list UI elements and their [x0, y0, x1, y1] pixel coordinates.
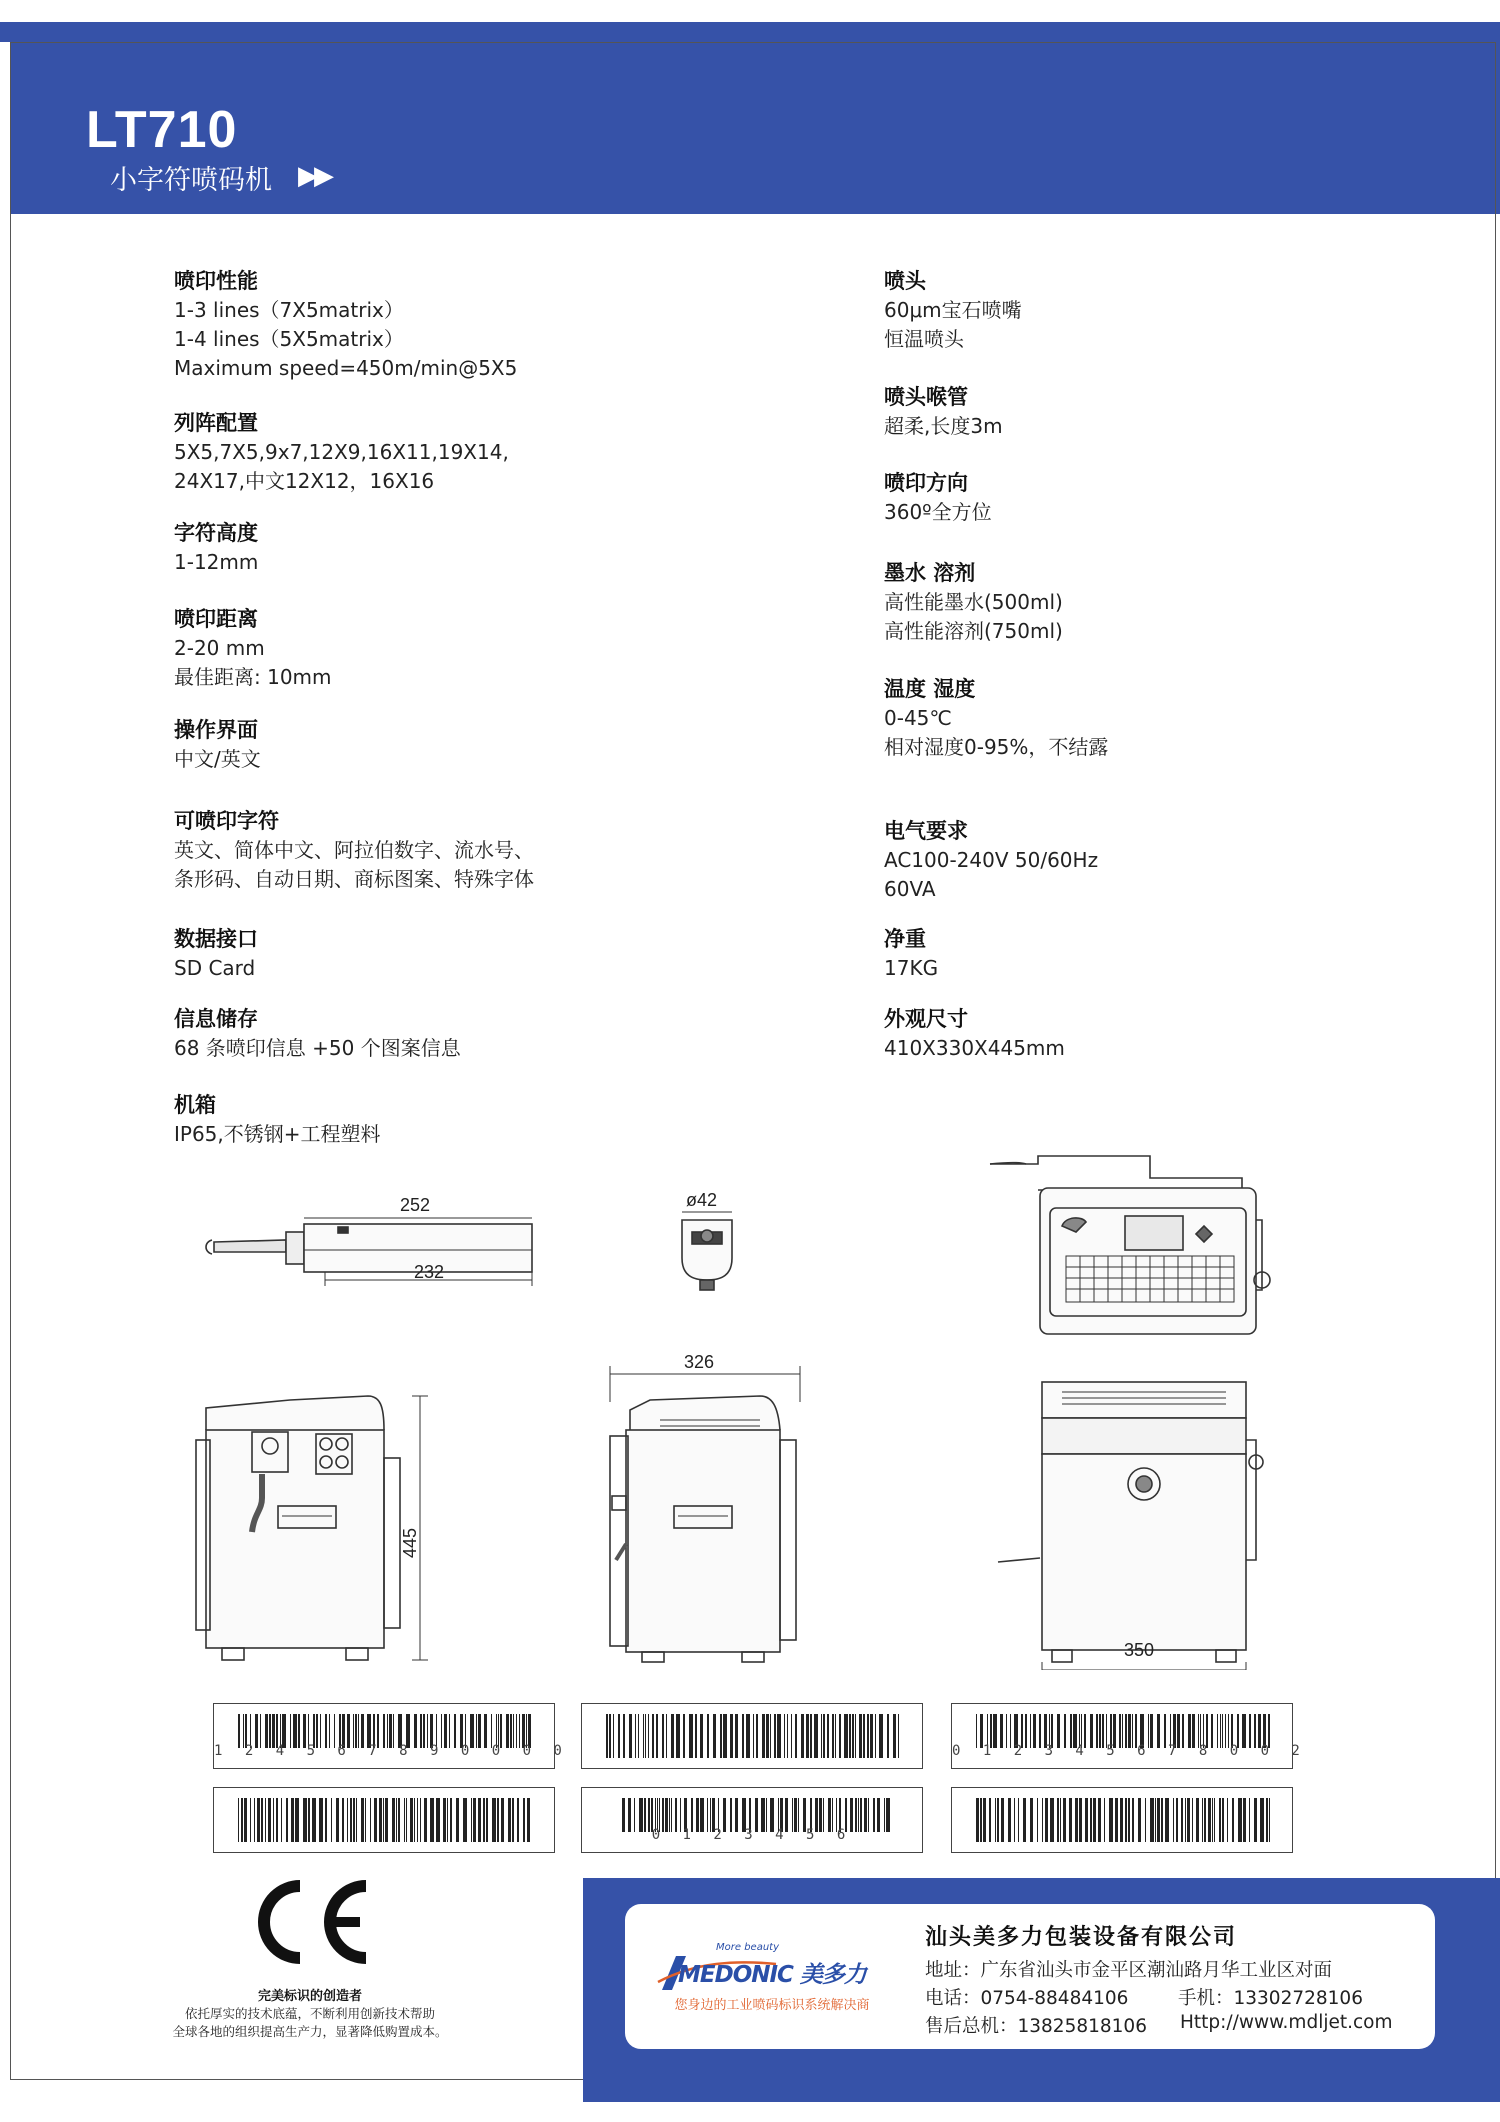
- barcode-bar: [450, 1798, 452, 1842]
- barcode-bar: [762, 1714, 765, 1758]
- barcode-bar: [486, 1798, 488, 1842]
- spec-line: 360º全方位: [884, 500, 992, 524]
- barcode-bar: [735, 1714, 738, 1758]
- spec-line: 1-3 lines（7X5matrix）: [174, 298, 404, 322]
- spec-block: [884, 382, 1444, 441]
- barcode-bar: [383, 1798, 384, 1842]
- barcode-bar: [365, 1798, 366, 1842]
- spec-line: 17KG: [884, 956, 939, 980]
- barcode-bar: [606, 1714, 608, 1758]
- barcode-bar: [1050, 1798, 1054, 1842]
- barcode-bar: [303, 1798, 307, 1842]
- slogan-title: 完美标识的创造者: [257, 1989, 362, 2004]
- barcode-bar: [1187, 1798, 1190, 1842]
- print-head-side-drawing: [206, 1218, 532, 1286]
- barcode-bar: [827, 1714, 829, 1758]
- barcode-bars: [952, 1788, 1294, 1854]
- barcode-bar: [814, 1714, 818, 1758]
- barcode-bar: [1185, 1798, 1186, 1842]
- barcode-bar: [1075, 1798, 1078, 1842]
- product-code: LT710: [86, 101, 238, 159]
- barcode-bar: [983, 1798, 986, 1842]
- logo-small-text: More beauty: [716, 1942, 779, 1953]
- barcode-bars: [582, 1788, 924, 1854]
- logo-text: MEDONIC 美多力: [678, 1962, 866, 1988]
- barcode-bar: [638, 1714, 639, 1758]
- barcode-bar: [379, 1798, 382, 1842]
- barcode-bar: [374, 1798, 377, 1842]
- barcode-bar: [336, 1798, 339, 1842]
- barcode-bar: [370, 1798, 371, 1842]
- barcode-bar: [1018, 1798, 1019, 1842]
- company-website[interactable]: Http://www.mdljet.com: [1180, 2012, 1393, 2033]
- company-phone: 电话：0754-88484106: [925, 1988, 1129, 2009]
- barcode-bar: [1132, 1798, 1134, 1842]
- barcode-bar: [312, 1798, 316, 1842]
- spec-line: IP65,不锈钢+工程塑料: [174, 1122, 381, 1146]
- barcode-bar: [1260, 1798, 1264, 1842]
- barcode-bar: [319, 1798, 323, 1842]
- company-name: 汕头美多力包装设备有限公司: [925, 1925, 1238, 1950]
- barcode-bar: [241, 1798, 243, 1842]
- barcode-bar: [1254, 1798, 1257, 1842]
- barcode-bar: [308, 1798, 310, 1842]
- barcode-bar: [879, 1714, 883, 1758]
- barcode-bar: [623, 1714, 625, 1758]
- barcode-bar: [859, 1714, 862, 1758]
- barcode-bar: [1120, 1798, 1123, 1842]
- barcode-bar: [342, 1798, 344, 1842]
- spec-title: 外观尺寸: [884, 1007, 968, 1031]
- barcode-bar: [1214, 1798, 1215, 1842]
- spec-title: 喷印性能: [174, 269, 258, 293]
- barcode-bar: [810, 1714, 812, 1758]
- spec-title: 列阵配置: [174, 411, 258, 435]
- spec-block: [884, 924, 1444, 983]
- machine-rear-view-drawing: [610, 1366, 800, 1662]
- barcode-bar: [347, 1798, 348, 1842]
- barcode-bar: [852, 1714, 854, 1758]
- product-subtitle: 小字符喷码机: [110, 165, 272, 196]
- slogan-line-1: 依托厚实的技术底蕴，不断利用创新技术帮助: [184, 2006, 435, 2021]
- barcode-bar: [523, 1798, 525, 1842]
- barcode-bar: [1196, 1798, 1199, 1842]
- spec-title: 喷印方向: [884, 471, 968, 495]
- barcode-sample: [581, 1703, 923, 1769]
- barcode-bar: [1069, 1798, 1072, 1842]
- barcode-bar: [1227, 1798, 1228, 1842]
- barcode-bar: [1115, 1798, 1118, 1842]
- spec-block: [884, 816, 1444, 904]
- barcode-bar: [404, 1798, 405, 1842]
- barcode-bar: [325, 1798, 327, 1842]
- barcode-bar: [1249, 1798, 1250, 1842]
- barcode-bar: [1098, 1798, 1101, 1842]
- barcode-bar: [976, 1798, 979, 1842]
- barcode-bar: [527, 1798, 530, 1842]
- barcode-bar: [787, 1714, 788, 1758]
- barcode-bar: [1090, 1798, 1092, 1842]
- barcode-bar: [281, 1798, 282, 1842]
- barcode-bar: [353, 1798, 355, 1842]
- barcode-bar: [350, 1798, 352, 1842]
- barcode-bar: [1192, 1798, 1193, 1842]
- spec-line: 中文/英文: [174, 747, 261, 771]
- barcode-bar: [723, 1714, 727, 1758]
- barcode-bar: [742, 1714, 744, 1758]
- spec-line: 英文、简体中文、阿拉伯数字、流水号、: [174, 838, 534, 862]
- barcode-bar: [791, 1714, 792, 1758]
- barcode-bar: [863, 1714, 865, 1758]
- barcode-bar: [753, 1714, 754, 1758]
- barcode-bar: [268, 1798, 271, 1842]
- barcode-sample: [951, 1787, 1293, 1853]
- barcode-bar: [652, 1714, 654, 1758]
- barcode-bar: [730, 1714, 733, 1758]
- barcode-bar: [823, 1714, 825, 1758]
- barcode-bar: [801, 1714, 804, 1758]
- barcode-bar: [508, 1798, 511, 1842]
- barcode-bar: [361, 1798, 364, 1842]
- ce-mark-icon: [238, 1872, 378, 1972]
- spec-line: 60μm宝石喷嘴: [884, 298, 1022, 322]
- machine-side-view-drawing: [196, 1396, 428, 1660]
- barcode-bar: [1222, 1798, 1224, 1842]
- spec-line: 60VA: [884, 877, 936, 901]
- barcode-bar: [443, 1798, 446, 1842]
- barcode-bar: [989, 1798, 991, 1842]
- top-stripe: [0, 22, 1500, 42]
- barcode-bar: [995, 1798, 996, 1842]
- barcode-bar: [1079, 1798, 1082, 1842]
- barcode-bar: [331, 1798, 332, 1842]
- barcode-digits: 0 1 2 3 4 5 6: [651, 1827, 853, 1843]
- barcode-bar: [609, 1714, 611, 1758]
- spec-line: AC100-240V 50/60Hz: [884, 848, 1099, 872]
- barcode-bar: [1176, 1798, 1178, 1842]
- barcode-bar: [770, 1714, 771, 1758]
- barcode-bar: [1238, 1798, 1242, 1842]
- barcode-bar: [1063, 1798, 1066, 1842]
- barcode-bar: [1128, 1798, 1130, 1842]
- barcode-bar: [844, 1714, 848, 1758]
- barcode-bar: [1145, 1798, 1146, 1842]
- barcode-bar: [286, 1798, 288, 1842]
- barcode-bar: [1150, 1798, 1154, 1842]
- barcode-bar: [430, 1798, 434, 1842]
- barcode-bar: [1165, 1798, 1169, 1842]
- barcode-bar: [887, 1714, 889, 1758]
- barcode-bar: [456, 1798, 459, 1842]
- spec-line: 5X5,7X5,9x7,12X9,16X11,19X14,: [174, 440, 509, 464]
- spec-title: 机箱: [174, 1093, 216, 1117]
- barcode-bar: [835, 1714, 836, 1758]
- barcode-bar: [898, 1714, 899, 1758]
- barcode-bar: [265, 1798, 266, 1842]
- barcode-bar: [463, 1798, 467, 1842]
- barcode-sample: [581, 1787, 923, 1853]
- barcode-bar: [1157, 1798, 1160, 1842]
- barcode-bar: [666, 1714, 667, 1758]
- spec-line: 2-20 mm: [174, 636, 265, 660]
- barcode-bar: [1161, 1798, 1163, 1842]
- barcode-bar: [1243, 1798, 1246, 1842]
- barcode-bar: [244, 1798, 247, 1842]
- barcode-bar: [291, 1798, 294, 1842]
- barcode-bar: [662, 1714, 664, 1758]
- spec-block: [884, 558, 1444, 646]
- barcode-bar: [1212, 1798, 1213, 1842]
- barcode-bar: [1173, 1798, 1174, 1842]
- spec-block: [174, 715, 734, 774]
- barcode-bar: [392, 1798, 395, 1842]
- slogan-description: [60, 2005, 560, 2041]
- spec-block: [174, 408, 734, 496]
- barcode-bar: [261, 1798, 263, 1842]
- barcode-bar: [447, 1798, 448, 1842]
- barcode-bar: [618, 1714, 620, 1758]
- barcode-bar: [784, 1714, 785, 1758]
- barcode-sample: [213, 1703, 569, 1769]
- barcode-bar: [806, 1714, 809, 1758]
- barcode-bar: [1060, 1798, 1061, 1842]
- barcode-bar: [356, 1798, 357, 1842]
- company-mobile: 手机：13302728106: [1178, 1988, 1363, 2009]
- barcode-bar: [1155, 1798, 1156, 1842]
- dim-width: 326: [684, 1352, 715, 1372]
- barcode-bar: [254, 1798, 255, 1842]
- barcode-bar: [1202, 1798, 1203, 1842]
- barcode-bar: [643, 1714, 644, 1758]
- spec-line: 24X17,中文12X12，16X16: [174, 469, 435, 493]
- barcode-bar: [867, 1714, 869, 1758]
- barcode-bars: [214, 1704, 569, 1770]
- spec-title: 数据接口: [174, 927, 258, 951]
- barcode-bar: [276, 1798, 278, 1842]
- barcode-sample: [213, 1787, 555, 1853]
- logo-tagline: 您身边的工业喷码标识系统解决商: [674, 1998, 870, 2013]
- barcode-bar: [385, 1798, 388, 1842]
- spec-block: [174, 604, 734, 692]
- spec-line: 高性能墨水(500ml): [884, 590, 1063, 614]
- dim-depth: 350: [1124, 1640, 1155, 1660]
- spec-block: [174, 518, 734, 577]
- barcode-bar: [1045, 1798, 1048, 1842]
- spec-line: Maximum speed=450m/min@5X5: [174, 356, 518, 380]
- spec-line: 0-45℃: [884, 706, 952, 730]
- barcode-bar: [645, 1714, 646, 1758]
- barcode-bar: [1104, 1798, 1105, 1842]
- spec-line: 68 条喷印信息 +50 个图案信息: [174, 1036, 461, 1060]
- barcode-digits: 0 1 2 3 4 5 6 7 8 0 0 2: [952, 1743, 1307, 1759]
- spec-line: 恒温喷头: [884, 327, 964, 351]
- barcode-bar: [1023, 1798, 1026, 1842]
- barcode-bar: [417, 1798, 418, 1842]
- barcode-bar: [1008, 1798, 1011, 1842]
- machine-front-view-drawing: [998, 1382, 1263, 1670]
- barcode-bar: [849, 1714, 851, 1758]
- spec-line: 1-4 lines（5X5matrix）: [174, 327, 404, 351]
- spec-title: 温度 湿度: [884, 677, 976, 701]
- barcode-bar: [414, 1798, 415, 1842]
- barcode-bar: [1030, 1798, 1033, 1842]
- barcode-bar: [635, 1714, 636, 1758]
- spec-block: [884, 674, 1444, 762]
- barcode-bar: [410, 1798, 413, 1842]
- barcode-bar: [1093, 1798, 1096, 1842]
- barcode-bar: [1138, 1798, 1141, 1842]
- spec-line: 相对湿度0-95%，不结露: [884, 735, 1109, 759]
- barcode-bar: [1208, 1798, 1211, 1842]
- barcode-bar: [1001, 1798, 1004, 1842]
- barcode-bar: [1042, 1798, 1043, 1842]
- barcode-bar: [997, 1798, 999, 1842]
- spec-line: 最佳距离: 10mm: [174, 665, 332, 689]
- spec-title: 操作界面: [174, 718, 258, 742]
- barcode-bar: [1109, 1798, 1113, 1842]
- dim-head-length: 252: [400, 1195, 431, 1215]
- barcode-bar: [683, 1714, 685, 1758]
- barcode-bar: [839, 1714, 841, 1758]
- barcode-bar: [492, 1798, 496, 1842]
- barcode-bar: [746, 1714, 750, 1758]
- spec-block: [174, 266, 734, 383]
- spec-line: 410X330X445mm: [884, 1036, 1065, 1060]
- company-logo: [656, 1942, 886, 1998]
- dim-head-diameter: ø42: [686, 1190, 718, 1210]
- barcode-bar: [720, 1714, 722, 1758]
- barcode-bar: [1014, 1798, 1015, 1842]
- barcode-bar: [795, 1714, 797, 1758]
- barcode-bar: [629, 1714, 632, 1758]
- barcode-bar: [980, 1798, 982, 1842]
- spec-line: SD Card: [174, 956, 256, 980]
- spec-line: 高性能溶剂(750ml): [884, 619, 1063, 643]
- barcode-bar: [1057, 1798, 1059, 1842]
- spec-block: [174, 1004, 734, 1063]
- barcode-bar: [497, 1798, 499, 1842]
- barcode-sample: [951, 1703, 1307, 1769]
- barcode-bar: [689, 1714, 693, 1758]
- barcode-bar: [656, 1714, 658, 1758]
- barcode-bar: [870, 1714, 873, 1758]
- barcode-bar: [832, 1714, 834, 1758]
- double-arrow-icon: ▶▶: [298, 160, 330, 190]
- spec-title: 喷头: [884, 269, 926, 293]
- technical-drawings: [0, 1140, 1500, 1670]
- spec-line: 超柔,长度3m: [884, 414, 1003, 438]
- barcode-bar: [478, 1798, 481, 1842]
- barcode-bar: [821, 1714, 822, 1758]
- barcode-bar: [471, 1798, 472, 1842]
- barcode-bar: [238, 1798, 239, 1842]
- barcode-bar: [406, 1798, 407, 1842]
- company-address: 地址：广东省汕头市金平区潮汕路月华工业区对面: [925, 1960, 1333, 1981]
- barcode-bar: [1204, 1798, 1206, 1842]
- barcode-digits: 1 2 4 5 6 7 8 9 0 0 0 0: [214, 1743, 569, 1759]
- barcode-bar: [420, 1798, 421, 1842]
- dim-height: 445: [400, 1527, 420, 1558]
- spec-title: 字符高度: [174, 521, 258, 545]
- barcode-bar: [257, 1798, 260, 1842]
- barcode-bar: [671, 1714, 674, 1758]
- barcode-bar: [1269, 1798, 1270, 1842]
- barcode-bar: [855, 1714, 856, 1758]
- barcode-bar: [648, 1714, 649, 1758]
- spec-title: 墨水 溶剂: [884, 561, 976, 585]
- spec-title: 电气要求: [884, 819, 968, 843]
- barcode-bar: [707, 1714, 709, 1758]
- company-service-line: 售后总机：13825818106: [925, 2016, 1147, 2037]
- barcode-bar: [893, 1714, 896, 1758]
- barcode-bar: [1125, 1798, 1127, 1842]
- barcode-bar: [483, 1798, 485, 1842]
- barcode-bar: [700, 1714, 703, 1758]
- spec-title: 喷头喉管: [884, 385, 968, 409]
- barcode-bar: [295, 1798, 299, 1842]
- barcode-bar: [250, 1798, 251, 1842]
- machine-front-panel-drawing: [990, 1156, 1270, 1334]
- spec-line: 1-12mm: [174, 550, 259, 574]
- spec-title: 喷印距离: [174, 607, 258, 631]
- spec-line: 条形码、自动日期、商标图案、特殊字体: [174, 867, 534, 891]
- barcode-bar: [613, 1714, 614, 1758]
- barcode-bars: [214, 1788, 556, 1854]
- barcode-bar: [512, 1798, 514, 1842]
- barcode-bar: [713, 1714, 716, 1758]
- barcode-bar: [396, 1798, 397, 1842]
- barcode-bar: [1266, 1798, 1268, 1842]
- barcode-bar: [1085, 1798, 1088, 1842]
- spec-title: 净重: [884, 927, 926, 951]
- print-head-front-drawing: [682, 1212, 732, 1290]
- barcode-bar: [517, 1798, 519, 1842]
- barcode-bar: [473, 1798, 476, 1842]
- barcode-bar: [1219, 1798, 1221, 1842]
- barcode-bar: [695, 1714, 697, 1758]
- barcode-bar: [1232, 1798, 1234, 1842]
- barcode-bar: [774, 1714, 776, 1758]
- barcode-bar: [1037, 1798, 1038, 1842]
- slogan-line-2: 全球各地的组织提高生产力，显著降低购置成本。: [172, 2024, 448, 2039]
- barcode-bar: [777, 1714, 781, 1758]
- dim-head-body: 232: [414, 1262, 445, 1282]
- barcode-bar: [424, 1798, 427, 1842]
- barcode-bar: [756, 1714, 758, 1758]
- spec-block: [884, 1004, 1444, 1063]
- spec-block: [174, 806, 734, 894]
- barcode-bar: [436, 1798, 440, 1842]
- spec-block: [174, 924, 734, 983]
- barcode-bar: [1181, 1798, 1183, 1842]
- barcode-bar: [766, 1714, 769, 1758]
- barcode-bars: [952, 1704, 1307, 1770]
- barcode-bar: [273, 1798, 274, 1842]
- barcode-bar: [398, 1798, 400, 1842]
- barcode-bar: [676, 1714, 680, 1758]
- spec-block: [884, 468, 1444, 527]
- barcode-bar: [875, 1714, 876, 1758]
- barcode-bars: [582, 1704, 924, 1770]
- spec-title: 可喷印字符: [174, 809, 279, 833]
- barcode-bar: [501, 1798, 504, 1842]
- spec-block: [884, 266, 1444, 354]
- spec-title: 信息储存: [174, 1007, 258, 1031]
